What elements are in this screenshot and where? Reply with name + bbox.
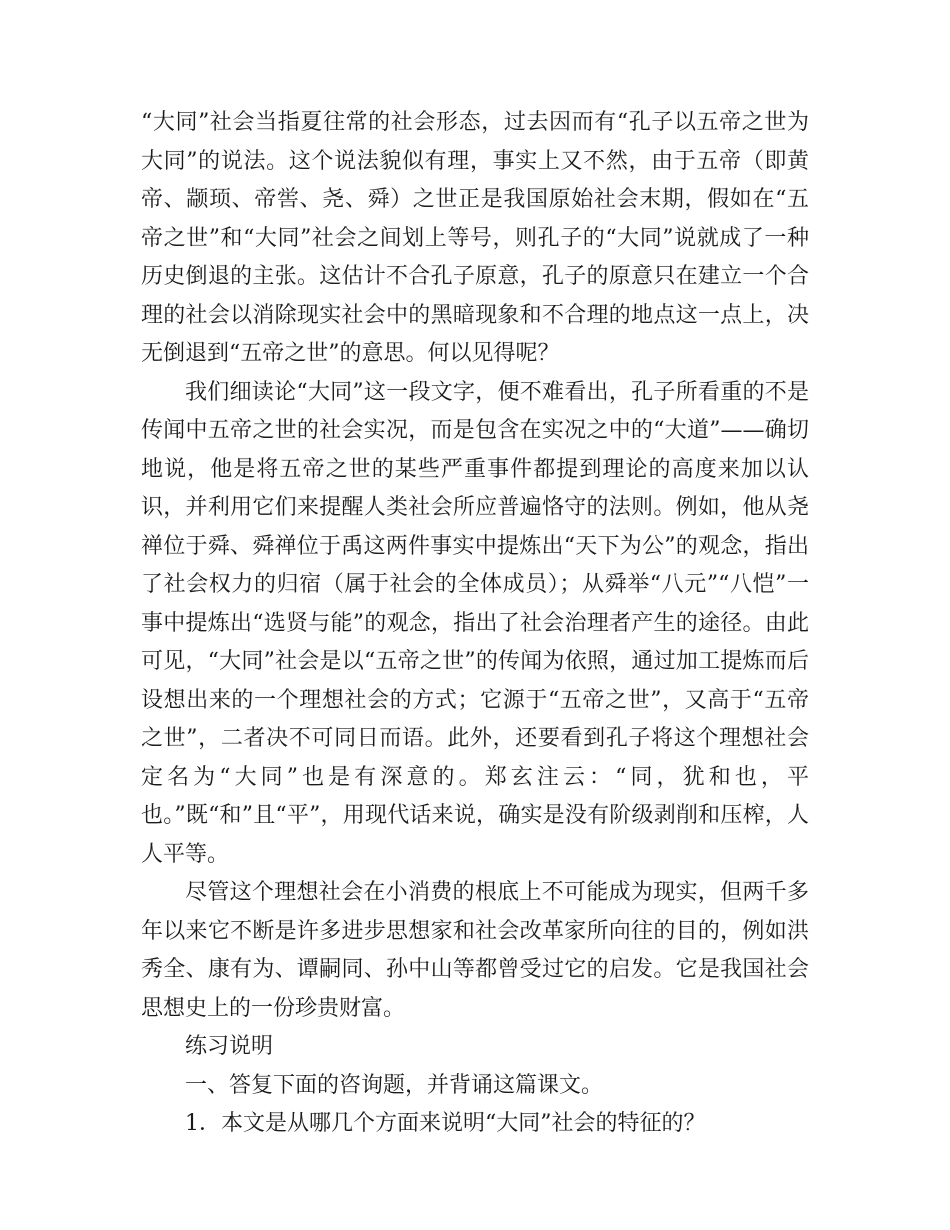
exercise-intro: 一、答复下面的咨询题，并背诵这篇课文。 <box>185 1072 604 1098</box>
paragraph-2: 我们细读论“大同”这一段文字，便不难看出，孔子所看重的不是传闻中五帝之世的社会实况，而是包含在实况之中的“大道”——确切地说，他是将五帝之世的某些严重事件都提到理论的高度来加以认识，并利用它们来提醒人类社会所应普遍恪守的法则。例如，他从尧禅位于舜、舜禅位于禹这两件事实中提炼出“天下为公”的观念，指出了社会权力的归宿（属于社会的全体成员）；从舜举“八元”“八恺”一事中提炼出“选贤与能”的观念，指出了社会治理者产生的途径。由此可见，“大同”社会是以“五帝之世”的传闻为依照，通过加工提炼而后设想出来的一个理想社会的方式；它源于“五帝之世”，又高于“五帝之世”，二者决不可同日而语。此外，还要看到孔子将这个理想社会定名为“大同”也是有深意的。郑玄注云：“同，犹和也，平也。”既“和”且“平”，用现代话来说，确实是没有阶级剥削和压榨，人人平等。 <box>141 379 809 867</box>
question-1: 1．本文是从哪几个方面来说明“大同”社会的特征的？ <box>185 1111 706 1136</box>
document-page <box>141 104 809 1144</box>
section-heading: 练习说明 <box>185 1034 274 1059</box>
paragraph-1: “大同”社会当指夏往常的社会形态，过去因而有“孔子以五帝之世为大同”的说法。这个说法貌似有理，事实上又不然，由于五帝（即黄帝、颛顼、帝喾、尧、舜）之世正是我国原始社会末期，假如在“五帝之世”和“大同”社会之间划上等号，则孔子的“大同”说就成了一种历史倒退的主张。这估计不合孔子原意，孔子的原意只在建立一个合理的社会以消除现实社会中的黑暗现象和不合理的地点这一点上，决无倒退到“五帝之世”的意思。何以见得呢？ <box>141 110 809 366</box>
paragraph-3: 尽管这个理想社会在小消费的根底上不可能成为现实，但两千多年以来它不断是许多进步思想家和社会改革家所向往的目的，例如洪秀全、康有为、谭嗣同、孙中山等都曾受过它的启发。它是我国社会思想史上的一份珍贵财富。 <box>141 880 809 1021</box>
